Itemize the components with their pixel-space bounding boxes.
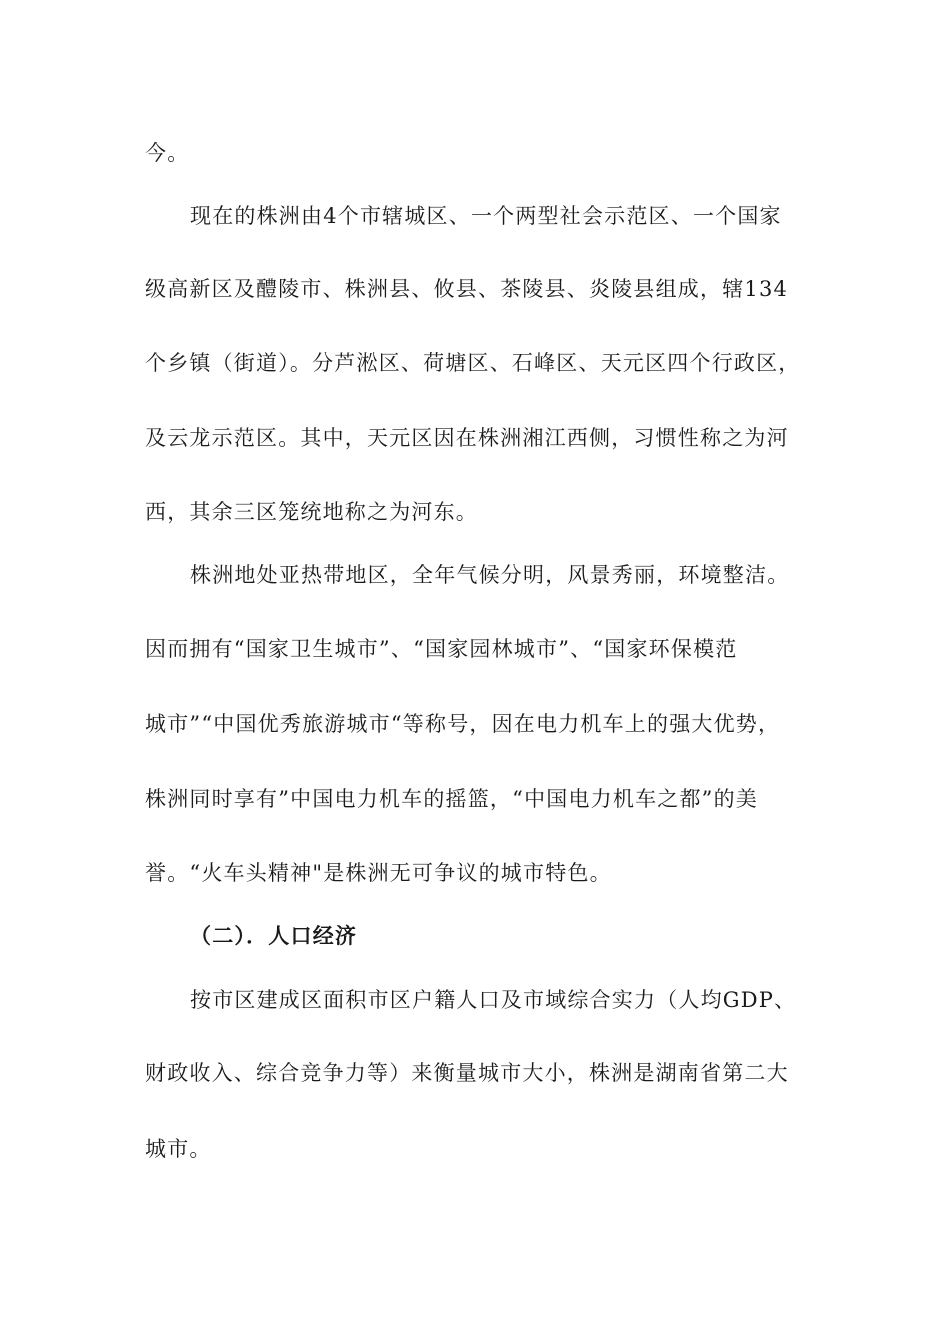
paragraph-line: 财政收入、综合竞争力等）来衡量城市大小，株洲是湖南省第二大 xyxy=(145,1061,789,1085)
paragraph-line: 城市。 xyxy=(145,1137,212,1161)
section-heading: （二）．人口经济 xyxy=(190,923,358,948)
paragraph-line: 及云龙示范区。其中，天元区因在株洲湘江西侧，习惯性称之为河 xyxy=(145,426,789,450)
paragraph-line: 按市区建成区面积市区户籍人口及市域综合实力（人均GDP、 xyxy=(190,988,797,1012)
paragraph-line: 因而拥有“国家卫生城市”、“国家园林城市”、“国家环保模范 xyxy=(145,637,738,661)
paragraph-line: 株洲同时享有”中国电力机车的摇篮，“中国电力机车之都”的美 xyxy=(145,787,759,811)
paragraph-line: 今。 xyxy=(145,141,190,165)
paragraph-line: 现在的株洲由4个市辖城区、一个两型社会示范区、一个国家 xyxy=(190,204,782,228)
paragraph-line: 西，其余三区笼统地称之为河东。 xyxy=(145,500,478,524)
paragraph-line: 个乡镇（街道）。分芦淞区、荷塘区、石峰区、天元区四个行政区， xyxy=(145,351,801,375)
paragraph-line: 城市”“中国优秀旅游城市“等称号，因在电力机车上的强大优势， xyxy=(145,712,781,736)
paragraph-line: 株洲地处亚热带地区，全年气候分明，风景秀丽，环境整洁。 xyxy=(190,563,790,587)
paragraph-line: 级高新区及醴陵市、株洲县、攸县、茶陵县、炎陵县组成，辖134 xyxy=(145,277,789,301)
paragraph-line: 誉。“火车头精神"是株洲无可争议的城市特色。 xyxy=(145,861,612,885)
